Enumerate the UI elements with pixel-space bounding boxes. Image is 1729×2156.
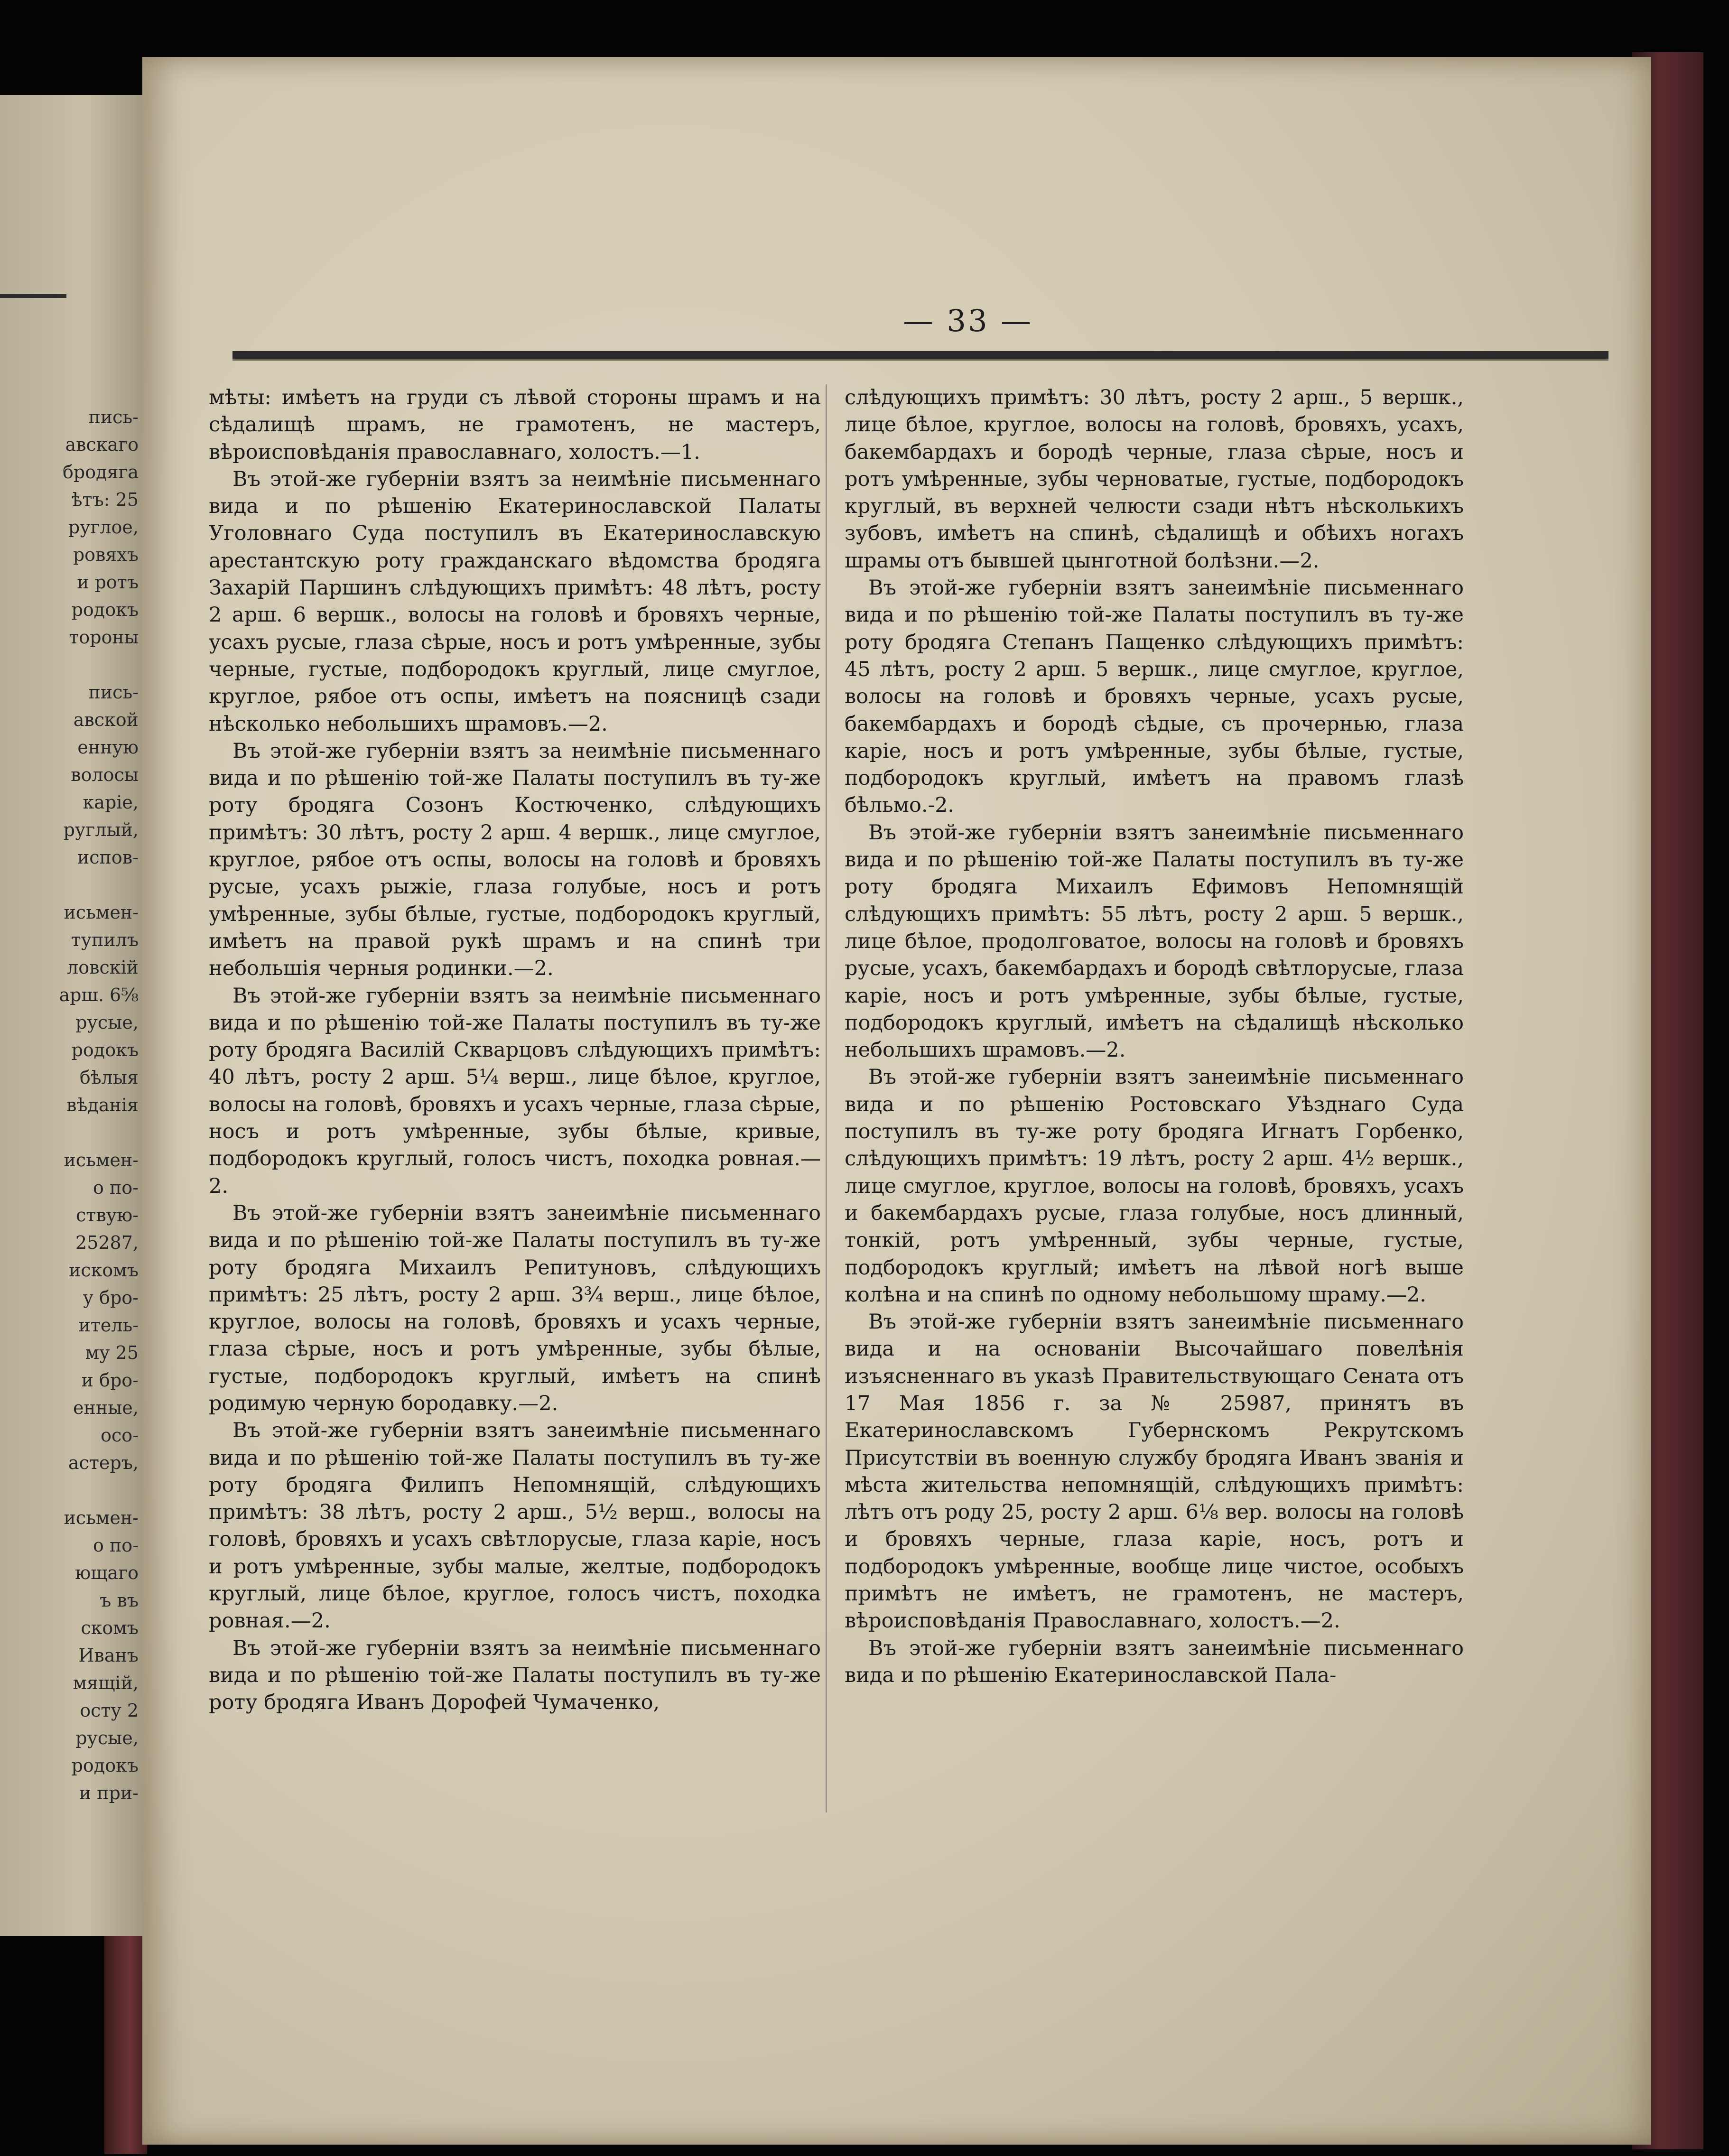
notice-paragraph: Въ этой-же губерніи взятъ за неимѣніе письменнаго вида и по рѣшенію Екатеринославской Палаты Уголовнаго Суда поступилъ въ Екатеринославскую арестантскую роту гражданскаго вѣдомства бродяга Захарій Паршинъ слѣдующихъ примѣтъ: 48 лѣтъ, росту 2 арш. 6 вершк., волосы на головѣ и бровяхъ черные, усахъ русые, глаза сѣрые, носъ и ротъ умѣренные, зубы черные, густые, подбородокъ круглый, лице смуглое, круглое, рябое отъ оспы, имѣетъ на поясницѣ сзади нѣсколько небольшихъ шрамовъ.—2. bbox=[209, 467, 821, 736]
facing-page-line: арш. 6⅝ bbox=[59, 985, 139, 1005]
right-text-column bbox=[845, 384, 1464, 1689]
notice-paragraph: Въ этой-же губерніи взятъ занеимѣніе письменнаго вида и по рѣшенію той-же Палаты поступилъ въ ту-же роту бродяга Филипъ Непомнящій, слѣдующихъ примѣтъ: 38 лѣтъ, росту 2 арш., 5½ верш., волосы на головѣ, бровяхъ и усахъ свѣтлорусые, глаза каріе, носъ и ротъ умѣренные, зубы малые, желтые, подбородокъ круглый, лице бѣлое, круглое, голосъ чистъ, походка ровная.—2. bbox=[209, 1419, 821, 1633]
facing-page-line: бѣлыя bbox=[79, 1067, 139, 1088]
facing-page-line: авской bbox=[73, 709, 139, 730]
facing-page-line: ствую- bbox=[76, 1205, 139, 1226]
facing-page-line: итель- bbox=[78, 1315, 139, 1336]
notice-paragraph: Въ этой-же губерніи взятъ занеимѣніе письменнаго вида и по рѣшенію Екатеринославской Пала- bbox=[845, 1636, 1464, 1687]
notice-paragraph: Въ этой-же губерніи взятъ за неимѣніе письменнаго вида и по рѣшенію той-же Палаты поступилъ въ ту-же роту бродяга Иванъ Дорофей Чумаченко, bbox=[209, 1636, 821, 1715]
facing-page-line: и бро- bbox=[81, 1370, 139, 1391]
notice-paragraph: Въ этой-же губерніи взятъ занеимѣніе письменнаго вида и по рѣшенію той-же Палаты поступилъ въ ту-же роту бродяга Михаилъ Ефимовъ Непомнящій слѣдующихъ примѣтъ: 55 лѣтъ, росту 2 арш. 5 вершк., лице бѣлое, продолговатое, волосы на головѣ и бровяхъ русые, усахъ, бакембардахъ и бородѣ свѣтлорусые, глаза каріе, носъ и ротъ умѣренные, зубы бѣлые, густые, подбородокъ круглый, имѣетъ на сѣдалищѣ нѣсколько небольшихъ шрамовъ.—2. bbox=[845, 820, 1464, 1062]
column-divider bbox=[826, 384, 827, 1812]
facing-page-line: тороны bbox=[69, 627, 139, 648]
facing-page-line: исьмен- bbox=[64, 902, 139, 923]
facing-page-line: осту 2 bbox=[80, 1700, 139, 1721]
facing-page-text-fragments bbox=[0, 403, 139, 1807]
facing-page-line: скомъ bbox=[81, 1617, 139, 1638]
notice-paragraph: мѣты: имѣетъ на груди съ лѣвой стороны шрамъ и на сѣдалищѣ шрамъ, не грамотенъ, не мастеръ, вѣроисповѣданія православнаго, холостъ.—1. bbox=[209, 386, 821, 464]
facing-page-line: исьмен- bbox=[64, 1150, 139, 1171]
facing-page-line: волосы bbox=[71, 764, 139, 785]
notice-paragraph: Въ этой-же губерніи взятъ занеимѣніе письменнаго вида и по рѣшенію той-же Палаты поступилъ въ ту-же роту бродяга Степанъ Пащенко слѣдующихъ примѣтъ: 45 лѣтъ, росту 2 арш. 5 вершк., лице смуглое, круглое, волосы на головѣ и бровяхъ черные, усахъ русые, бакембардахъ и бородѣ сѣдые, съ прочернью, глаза каріе, носъ и ротъ умѣренные, зубы бѣлые, густые, подбородокъ круглый, имѣетъ на правомъ глазѣ бѣльмо.-2. bbox=[845, 576, 1464, 818]
notice-paragraph: Въ этой-же губерніи взятъ занеимѣніе письменнаго вида и на основаніи Высочайшаго повелѣнія изъясненнаго въ указѣ Правительствующаго Сената отъ 17 Мая 1856 г. за № 25987, принятъ въ Екатеринославскомъ Губернскомъ Рекрутскомъ Присутствіи въ военную службу бродяга Иванъ званія и мѣста жительства непомнящій, слѣдующихъ примѣтъ: лѣтъ отъ роду 25, росту 2 арш. 6⅛ вер. волосы на головѣ и бровяхъ черные, глаза каріе, носъ, ротъ и подбородокъ умѣренные, вообще лице чистое, особыхъ примѣтъ не имѣетъ, не грамотенъ, не мастеръ, вѣроисповѣданія Православнаго, холостъ.—2. bbox=[845, 1310, 1464, 1633]
facing-page-line: ловскій bbox=[67, 957, 139, 978]
facing-page-line: пись- bbox=[88, 407, 139, 427]
facing-page-line: 25287, bbox=[75, 1232, 139, 1253]
notice-paragraph: Въ этой-же губерніи взятъ за неимѣніе письменнаго вида и по рѣшенію той-же Палаты поступилъ въ ту-же роту бродяга Василій Скварцовъ слѣдующихъ примѣтъ: 40 лѣтъ, росту 2 арш. 5¼ верш., лице бѣлое, круглое, волосы на головѣ, бровяхъ и усахъ черные, глаза сѣрые, носъ и ротъ умѣренные, зубы бѣлые, кривые, подбородокъ круглый, голосъ чистъ, походка ровная.—2. bbox=[209, 984, 821, 1198]
facing-page-line: искомъ bbox=[69, 1260, 139, 1281]
notice-paragraph: Въ этой-же губерніи взятъ занеимѣніе письменнаго вида и по рѣшенію той-же Палаты поступилъ въ ту-же роту бродяга Михаилъ Репитуновъ, слѣдующихъ примѣтъ: 25 лѣтъ, росту 2 арш. 3¾ верш., лице бѣлое, круглое, волосы на головѣ, бровяхъ и усахъ черные, глаза сѣрые, носъ и ротъ умѣренные, зубы бѣлые, густые, подбородокъ круглый, имѣетъ на спинѣ родимую черную бородавку.—2. bbox=[209, 1201, 821, 1415]
facing-page-line: енные, bbox=[73, 1397, 139, 1418]
facing-page-line: му 25 bbox=[85, 1342, 139, 1363]
facing-page-line: осо- bbox=[101, 1425, 139, 1446]
facing-page-line: тупилъ bbox=[71, 929, 139, 950]
facing-page-line: ровяхъ bbox=[73, 544, 139, 565]
facing-page-line bbox=[0, 651, 139, 678]
facing-page-line: мящій, bbox=[73, 1673, 139, 1693]
notice-paragraph: слѣдующихъ примѣтъ: 30 лѣтъ, росту 2 арш., 5 вершк., лице бѣлое, круглое, волосы на головѣ, бровяхъ, усахъ, бакембардахъ и бородѣ черные, глаза сѣрые, носъ и ротъ умѣренные, зубы черноватые, густые, подбородокъ круглый, въ верхней челюсти сзади нѣтъ нѣсколькихъ зубовъ, имѣетъ на спинѣ, сѣдалищѣ и обѣихъ ногахъ шрамы отъ бывшей цынготной болѣзни.—2. bbox=[845, 386, 1464, 573]
facing-page-line: енную bbox=[77, 737, 139, 758]
facing-page-line: исьмен- bbox=[64, 1507, 139, 1528]
facing-page-line: бродяга bbox=[62, 462, 139, 483]
facing-page-line bbox=[0, 1477, 139, 1504]
book-page bbox=[142, 57, 1651, 2145]
facing-page-line: о по- bbox=[93, 1177, 139, 1198]
facing-page-line bbox=[0, 1119, 139, 1146]
facing-page-line: руглое, bbox=[68, 517, 139, 538]
facing-page-line: руглый, bbox=[63, 819, 139, 840]
facing-page-line: родокъ bbox=[71, 599, 139, 620]
facing-left-page bbox=[0, 95, 142, 1936]
facing-page-line: русые, bbox=[75, 1012, 139, 1033]
left-text-column bbox=[209, 384, 821, 1717]
facing-page-line: и при- bbox=[79, 1783, 139, 1803]
facing-page-line: пись- bbox=[88, 682, 139, 703]
facing-page-line: русые, bbox=[75, 1728, 139, 1748]
facing-page-line: ъ въ bbox=[100, 1590, 139, 1611]
facing-page-line: родокъ bbox=[71, 1755, 139, 1776]
facing-page-line: астеръ, bbox=[68, 1452, 139, 1473]
facing-page-line bbox=[0, 871, 139, 899]
facing-page-line: испов- bbox=[77, 847, 139, 868]
notice-paragraph: Въ этой-же губерніи взятъ за неимѣніе письменнаго вида и по рѣшенію той-же Палаты поступилъ въ ту-же роту бродяга Созонъ Костюченко, слѣдующихъ примѣтъ: 30 лѣтъ, росту 2 арш. 4 вершк., лице смуглое, круглое, рябое отъ оспы, волосы на головѣ и бровяхъ русые, усахъ рыжіе, глаза голубые, носъ и ротъ умѣренные, зубы бѣлые, густые, подбородокъ круглый, имѣетъ на правой рукѣ шрамъ и на спинѣ три небольшія черныя родинки.—2. bbox=[209, 739, 821, 981]
notice-paragraph: Въ этой-же губерніи взятъ занеимѣніе письменнаго вида и по рѣшенію Ростовскаго Уѣзднаго Суда поступилъ въ ту-же роту бродяга Игнатъ Горбенко, слѣдующихъ примѣтъ: 19 лѣтъ, росту 2 арш. 4½ вершк., лице смуглое, круглое, волосы на головѣ, бровяхъ, усахъ и бакембардахъ русые, глаза голубые, носъ длинный, тонкій, ротъ умѣренный, зубы черные, густые, подбородокъ круглый; имѣетъ на лѣвой ногѣ выше колѣна и на спинѣ по одному небольшому шраму.—2. bbox=[845, 1065, 1464, 1307]
facing-page-line: у бро- bbox=[83, 1287, 139, 1308]
header-rule bbox=[232, 351, 1608, 361]
facing-page-line: и ротъ bbox=[77, 572, 139, 593]
facing-page-line: каріе, bbox=[83, 792, 139, 813]
facing-page-line: вѣданія bbox=[66, 1095, 139, 1115]
page-number: — 33 — bbox=[902, 304, 1033, 339]
facing-page-line: ѣтъ: 25 bbox=[71, 489, 139, 510]
facing-page-line: авскаго bbox=[65, 434, 139, 455]
facing-page-line: ющаго bbox=[75, 1562, 139, 1583]
facing-page-line: родокъ bbox=[71, 1040, 139, 1060]
facing-page-rule bbox=[0, 294, 66, 298]
facing-page-line: Иванъ bbox=[78, 1645, 139, 1666]
facing-page-line: о по- bbox=[93, 1535, 139, 1556]
